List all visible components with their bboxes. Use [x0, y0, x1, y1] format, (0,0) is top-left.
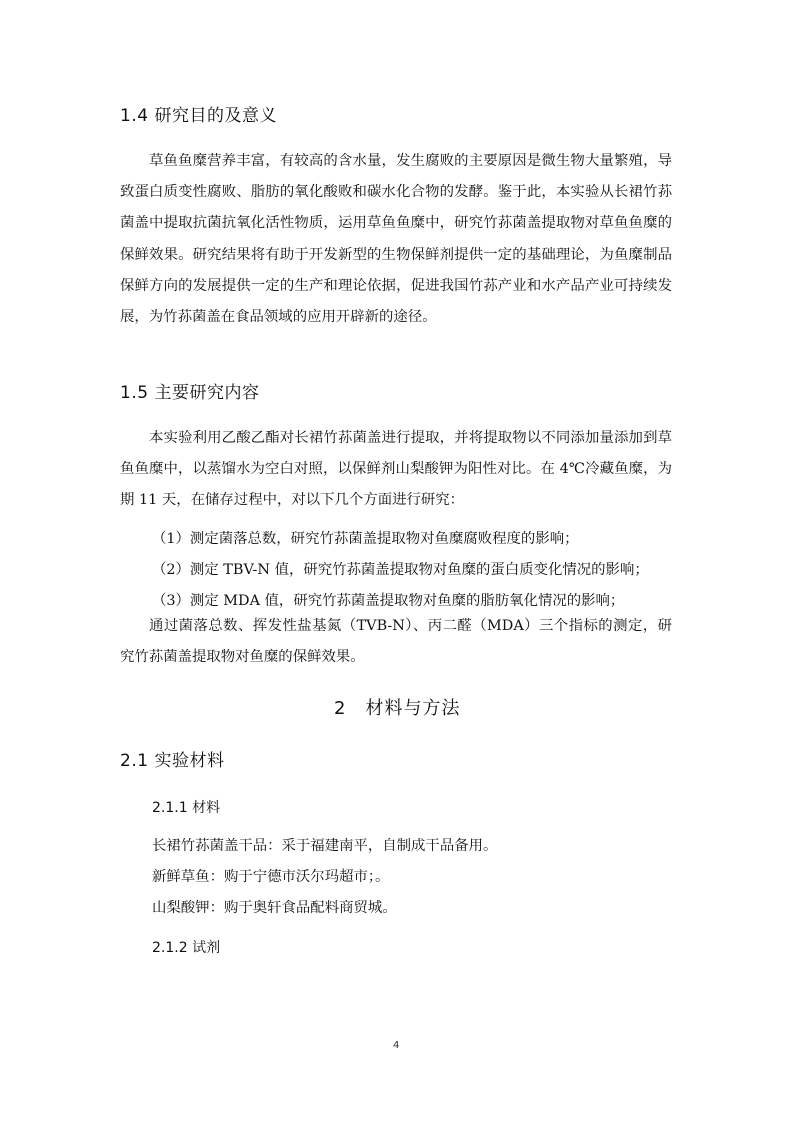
research-item-3: （3）测定 MDA 值，研究竹荪菌盖提取物对鱼糜的脂肪氧化情况的影响；: [152, 593, 625, 609]
heading-2-1-1: 2.1.1 材料: [152, 800, 221, 816]
research-item-1: （1）测定菌落总数，研究竹荪菌盖提取物对鱼糜腐败程度的影响；: [152, 531, 579, 547]
heading-1-4: 1.4 研究目的及意义: [120, 106, 277, 126]
material-line-3: 山梨酸钾：购于奥轩食品配料商贸城。: [152, 900, 397, 916]
page-number: 4: [393, 1040, 400, 1051]
paragraph-summary: 通过菌落总数、挥发性盐基氮（TVB-N）、丙二醛（MDA）三个指标的测定，研究竹荪菌盖提取物对鱼糜的保鲜效果。: [120, 618, 672, 666]
chapter-2-heading: 2 材料与方法: [334, 698, 461, 719]
material-line-1: 长裙竹荪菌盖干品：采于福建南平，自制成干品备用。: [152, 838, 498, 854]
material-line-2: 新鲜草鱼：购于宁德市沃尔玛超市；。: [152, 869, 390, 885]
heading-1-5: 1.5 主要研究内容: [120, 383, 260, 403]
research-item-2: （2）测定 TBV-N 值，研究竹荪菌盖提取物对鱼糜的蛋白质变化情况的影响；: [152, 562, 649, 578]
heading-2-1-2: 2.1.2 试剂: [152, 940, 221, 956]
paragraph-1-4: 草鱼鱼糜营养丰富，有较高的含水量，发生腐败的主要原因是微生物大量繁殖，导致蛋白质变性腐败、脂肪的氧化酸败和碳水化合物的发酵。鉴于此，本实验从长裙竹荪菌盖中提取抗菌抗氧化活性物质，运用草鱼鱼糜中，研究竹荪菌盖提取物对草鱼鱼糜的保鲜效果。研究结果将有助于开发新型的生物保鲜剂提供一定的基础理论，为鱼糜制品保鲜方向的发展提供一定的生产和理论依据，促进我国竹荪产业和水产品产业可持续发展，为竹荪菌盖在食品领域的应用开辟新的途径。: [120, 153, 672, 326]
paragraph-1-5: 本实验利用乙酸乙酯对长裙竹荪菌盖进行提取，并将提取物以不同添加量添加到草鱼鱼糜中，以蒸馏水为空白对照，以保鲜剂山梨酸钾为阳性对比。在 4℃冷藏鱼糜，为期 11 天，在储存过程中，对以下几个方面进行研究：: [120, 430, 672, 509]
heading-2-1: 2.1 实验材料: [120, 751, 225, 771]
